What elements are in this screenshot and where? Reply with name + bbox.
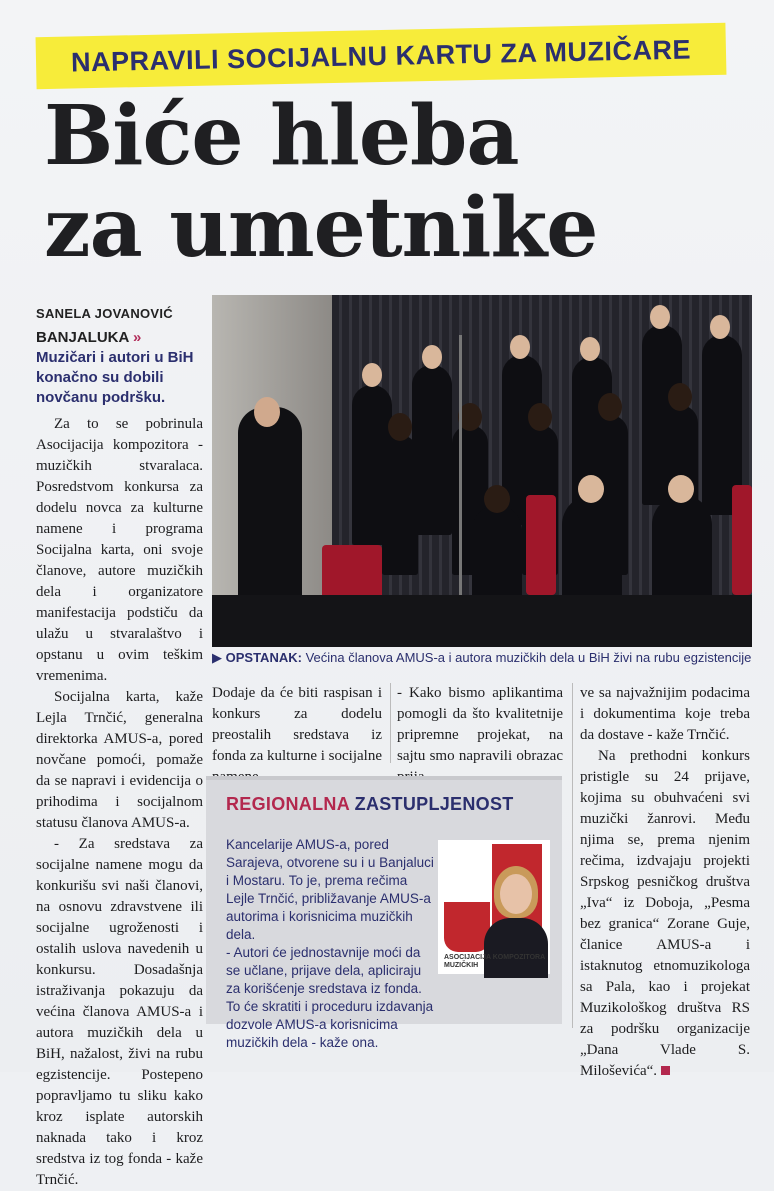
article-column-4 (580, 683, 750, 1082)
dateline: BANJALUKA (36, 329, 129, 346)
box-title-part-2: ZASTUPLJENOST (354, 794, 514, 814)
dateline-arrows-icon: » (132, 329, 142, 346)
paragraph: ve sa najvažnijim podacima i dokumentima koje treba da dostave - kaže Trnčić. (580, 685, 750, 743)
column-divider (572, 683, 573, 1028)
paragraph: - Za sredstava za socijalne namene mogu da konkurišu svi naši članovi, na osnovu zdravstvene ili socijalne ugroženosti i ostalih uslova navedenih u konkursu. Dosadašnja istraživanja pokazuju da većina članova AMUS-a i autora muzičkih dela u BiH, nažalost, živi na rubu egzistencije. Postepeno popravljamo tu sliku kako kroz isplate autorskih naknada tako i kroz sredstva iz tog fonda - kaže Trnčić. (36, 836, 203, 1188)
paragraph: - Kako bismo aplikantima pomogli da što kvalitetnije pripremne projekat, na sajtu smo napravili obrazac (397, 685, 563, 764)
kicker-banner (36, 23, 727, 89)
article-column-3 (397, 683, 563, 788)
paragraph: Socijalna karta, kaže Lejla Trnčić, generalna direktorka AMUS-a, pored novčane pomoći, pomaže da se napravi i evidencija o prihodima i socijalnom statusu članova AMUS-a. (36, 689, 203, 831)
box-paragraph: - Autori će jednostavnije moći da se učlane, prijave dela, apliciraju za korišćenje sredstava iz fonda. To će skratiti i proceduru izdavanja dozvole AMUS-a korisnicima muzičkih dela - kaže ona. (226, 945, 434, 1050)
caption-marker-icon: ▶ (212, 650, 222, 665)
paragraph (580, 746, 750, 1082)
article-column-1 (36, 414, 203, 1191)
end-mark-icon (661, 1066, 670, 1075)
paragraph: Dodaje da će biti raspisan i konkurs za dodelu preostalih sredstava iz fonda za kulturne i socijalne (212, 685, 382, 764)
lead-text: Muzičari i autori u BiH konačno su dobili novčanu podršku. (36, 349, 194, 406)
choir-photo (212, 295, 752, 647)
logo-caption: ASOCIJACIJA KOMPOZITORA MUZIČKIH (444, 954, 545, 969)
kicker-text: NAPRAVILI SOCIJALNU KARTU ZA MUZIČARE (70, 34, 692, 77)
headline-line-2: za umetnike (44, 180, 598, 276)
box-title (226, 794, 514, 815)
photo-caption (212, 650, 757, 666)
headline (44, 90, 744, 274)
paragraph-text: Na prethodni konkurs pristigle su 24 prijave, kojima su obuhvaćeni svi muzički žanrovi. Među njima se, prema njenim rečima, izdvajaju projekti Srpskog pesničkog društva „Iva“ iz Doboja, „Pesma bez granica“ Zorane Guje, članice AMUS-a i istaknutog etnomuzikologa sa Pala, kao i projekat Muzikološkog društva RS za podršku organizacije „Dana Vlade S. Miloševića“. (580, 748, 750, 1079)
caption-label: OPSTANAK: (225, 650, 302, 665)
article-column-2 (212, 683, 382, 788)
amus-director-photo (438, 840, 550, 974)
sidebar-box (206, 776, 562, 1050)
box-paragraph: Kancelarije AMUS-a, pored Sarajeva, otvorene su i u Banjaluci i Mostaru. To je, prema rečima Lejle Trnčić, približavanje AMUS-a autorima i korisnicima muzičkih dela. (226, 837, 434, 942)
lead-paragraph (36, 328, 201, 408)
box-title-part-1: REGIONALNA (226, 794, 350, 814)
column-divider (390, 683, 391, 763)
paragraph: Za to se pobrinula Asocijacija kompozitora - muzičkih stvaralaca. Posredstvom konkursa za dodelu novca za kulturne namene i programa Socijalna karta, oni svoje članove, autore muzičkih dela i organizatore manifestacija podstiču da ulažu u stvaralaštvo i opstanu u ovim teškim vremenima. (36, 416, 203, 684)
caption-text: Većina članova AMUS-a i autora muzičkih dela u BiH živi na rubu egzistencije (305, 650, 752, 665)
headline-line-1: Biće hleba (44, 88, 519, 184)
author-byline: SANELA JOVANOVIĆ (36, 306, 173, 321)
conductor (238, 407, 302, 607)
